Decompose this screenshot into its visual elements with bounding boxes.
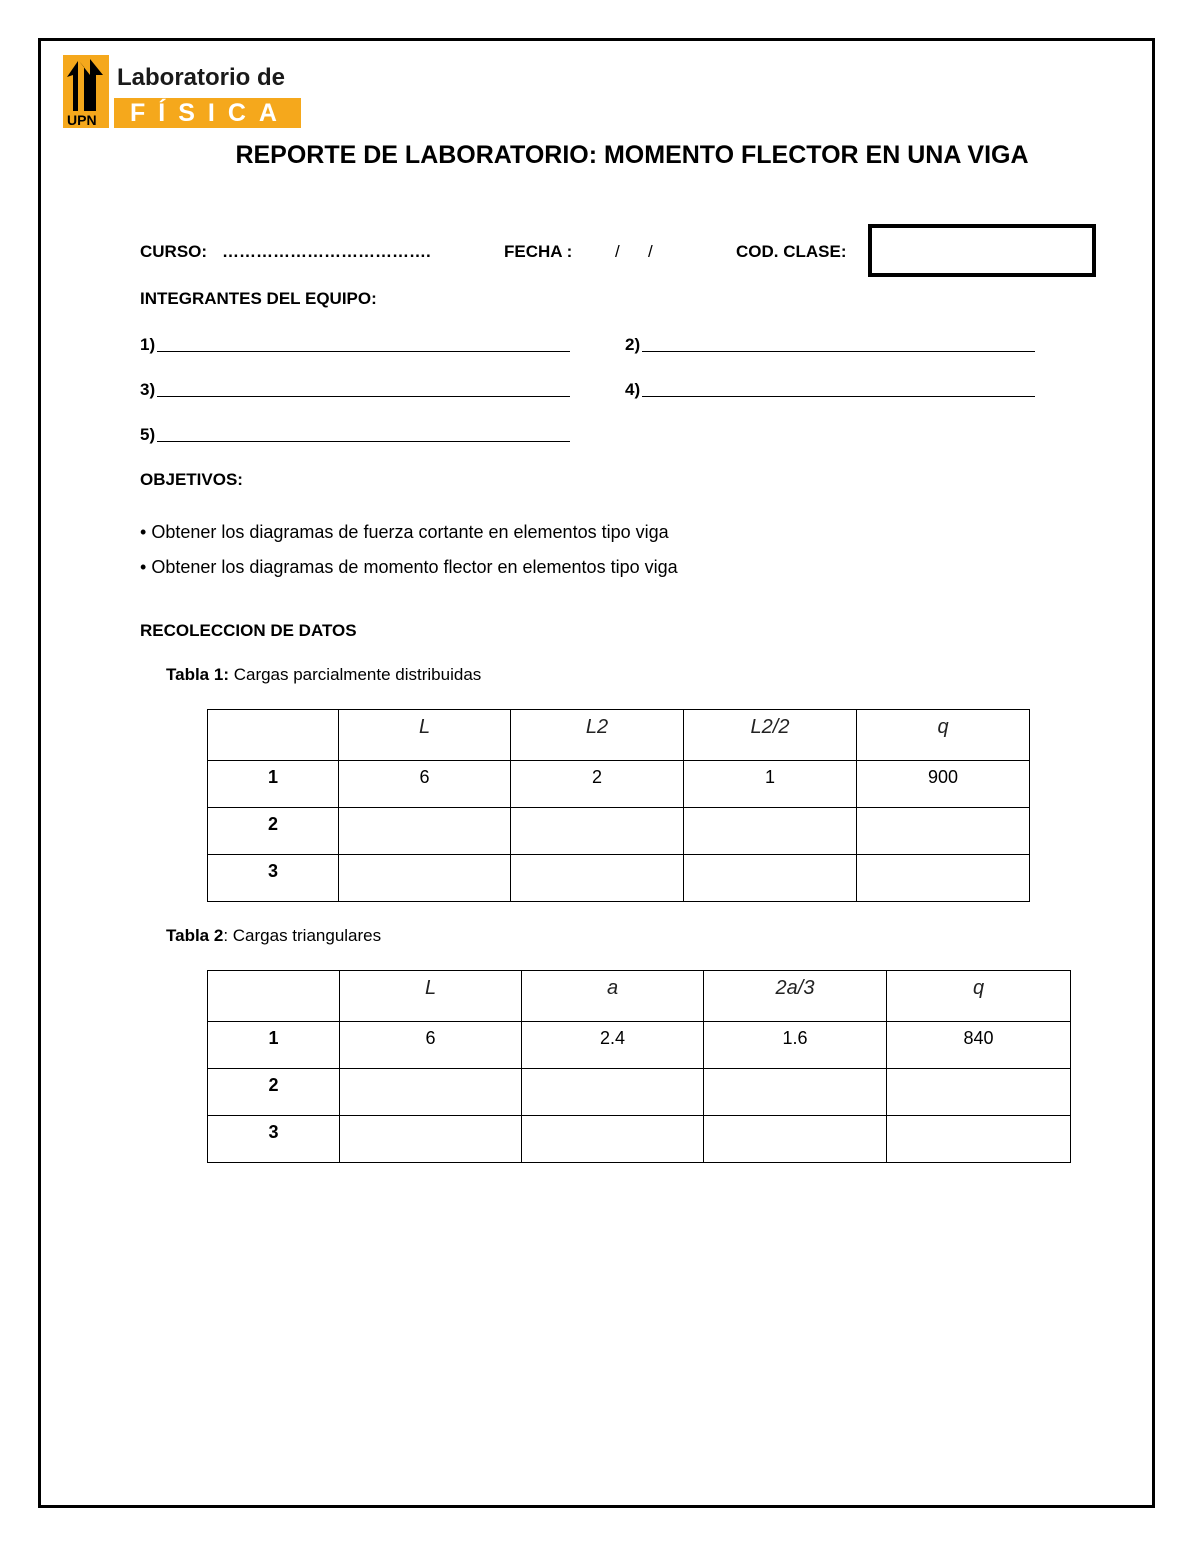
table-cell[interactable]: 6 [339, 761, 511, 808]
objective-item [140, 522, 669, 543]
table-header-cell: q [887, 971, 1071, 1022]
table-header-cell: L [339, 710, 511, 761]
objective-item [140, 557, 678, 578]
table-cell[interactable] [857, 808, 1030, 855]
table-cell[interactable] [887, 1116, 1071, 1163]
table2-caption [166, 926, 381, 946]
team-slot-2-label: 2) [625, 335, 641, 354]
table-cell[interactable]: 1.6 [704, 1022, 887, 1069]
page-title: REPORTE DE LABORATORIO: MOMENTO FLECTOR EN UNA VIGA [235, 141, 1029, 169]
row-number: 3 [208, 855, 339, 902]
team-slot-1-label: 1) [140, 335, 156, 354]
table-header-cell [208, 710, 339, 761]
table-cell[interactable] [857, 855, 1030, 902]
table-cell[interactable]: 2 [511, 761, 684, 808]
table-cell[interactable] [339, 855, 511, 902]
table-row [208, 1069, 1071, 1116]
team-slot-1-line[interactable] [157, 351, 570, 352]
curso-field[interactable]: ………………………………. [222, 242, 431, 261]
logo-org: UPN [67, 112, 97, 128]
table-header-cell: L2/2 [684, 710, 857, 761]
cod-clase-label: COD. CLASE: [736, 242, 847, 261]
table-cell[interactable]: 900 [857, 761, 1030, 808]
table-cell[interactable] [704, 1069, 887, 1116]
curso-label: CURSO: [140, 242, 208, 261]
table1 [207, 709, 1030, 902]
row-number: 2 [208, 808, 339, 855]
table-cell[interactable] [511, 808, 684, 855]
table1-caption-text: Cargas parcialmente distribuidas [228, 665, 482, 684]
row-number: 2 [208, 1069, 340, 1116]
logo-subject: FÍSICA [114, 98, 301, 128]
table-cell[interactable]: 6 [340, 1022, 522, 1069]
table-cell[interactable] [522, 1116, 704, 1163]
table1-caption [166, 665, 481, 685]
table-cell[interactable] [684, 855, 857, 902]
table-header-cell: 2a/3 [704, 971, 887, 1022]
table-cell[interactable] [511, 855, 684, 902]
table-row [208, 855, 1030, 902]
table-header-cell: L2 [511, 710, 684, 761]
table-cell[interactable]: 1 [684, 761, 857, 808]
table2-caption-text: : Cargas triangulares [223, 926, 382, 945]
team-slot-3-line[interactable] [157, 396, 570, 397]
team-label: INTEGRANTES DEL EQUIPO: [140, 289, 377, 308]
bullet-icon: • [140, 522, 147, 542]
cod-clase-box[interactable] [868, 224, 1096, 277]
team-slot-5-line[interactable] [157, 441, 570, 442]
table2 [207, 970, 1071, 1163]
team-slot-5-label: 5) [140, 425, 156, 444]
fecha-label: FECHA : [504, 242, 573, 261]
table-header-cell [208, 971, 340, 1022]
table-row [208, 761, 1030, 808]
table-header-cell: L [340, 971, 522, 1022]
table-header-row [208, 971, 1071, 1022]
table-cell[interactable] [684, 808, 857, 855]
table-cell[interactable] [340, 1116, 522, 1163]
upn-logo [63, 55, 109, 128]
objectives-label: OBJETIVOS: [140, 470, 243, 489]
team-slot-2-line[interactable] [642, 351, 1035, 352]
table-cell[interactable] [704, 1116, 887, 1163]
table-cell[interactable] [887, 1069, 1071, 1116]
table-header-cell: q [857, 710, 1030, 761]
table-header-row [208, 710, 1030, 761]
table2-caption-label: Tabla 2 [166, 926, 224, 945]
table-cell[interactable] [522, 1069, 704, 1116]
table-cell[interactable]: 2.4 [522, 1022, 704, 1069]
team-slot-3-label: 3) [140, 380, 156, 399]
table-header-cell: a [522, 971, 704, 1022]
table-row [208, 1116, 1071, 1163]
table-cell[interactable] [339, 808, 511, 855]
objective-text: Obtener los diagramas de fuerza cortante en elementos tipo viga [151, 522, 669, 542]
team-slot-4-line[interactable] [642, 396, 1035, 397]
row-number: 1 [208, 1022, 340, 1069]
table-row [208, 1022, 1071, 1069]
table-row [208, 808, 1030, 855]
bullet-icon: • [140, 557, 147, 577]
table-cell[interactable]: 840 [887, 1022, 1071, 1069]
logo-lab-text: Laboratorio de [117, 64, 286, 91]
row-number: 3 [208, 1116, 340, 1163]
row-number: 1 [208, 761, 339, 808]
objective-text: Obtener los diagramas de momento flector en elementos tipo viga [151, 557, 678, 577]
table1-caption-label: Tabla 1: [166, 665, 229, 684]
data-section-label: RECOLECCION DE DATOS [140, 621, 357, 640]
team-slot-4-label: 4) [625, 380, 641, 399]
fecha-field[interactable]: / / [615, 242, 653, 261]
table-cell[interactable] [340, 1069, 522, 1116]
